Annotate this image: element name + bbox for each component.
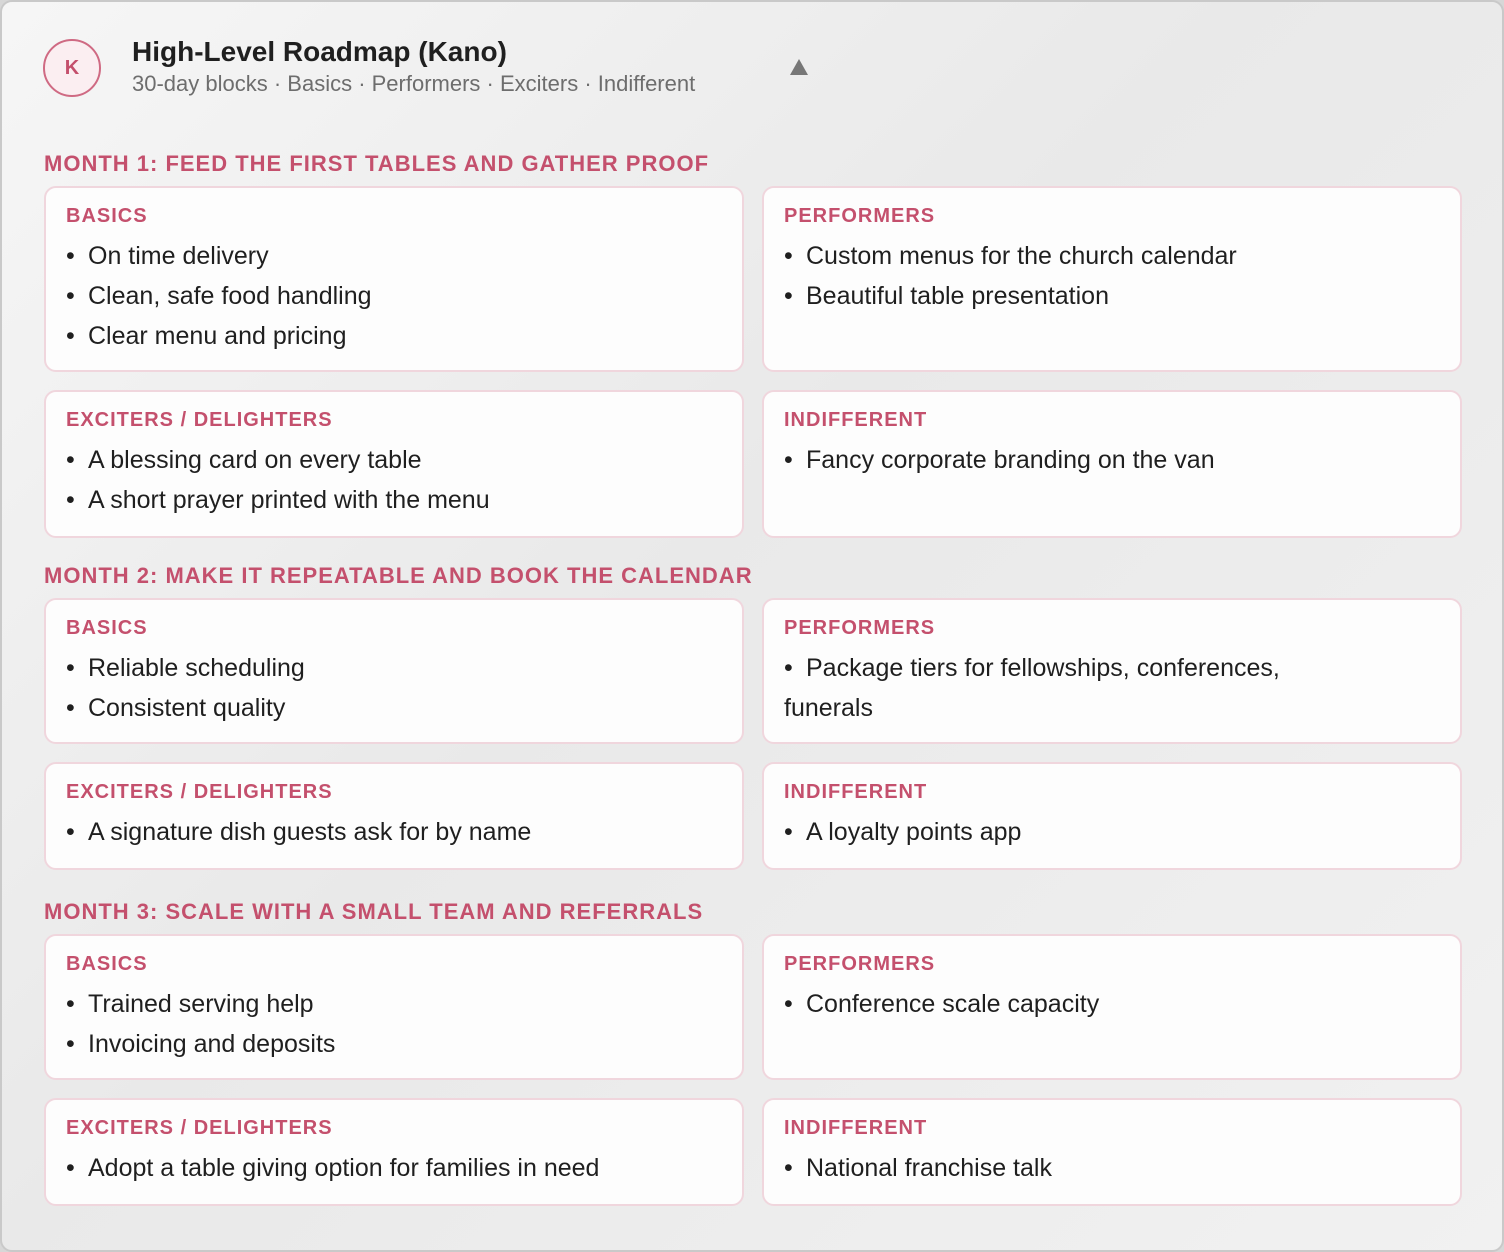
basics-card [44,934,744,1080]
card-label: PERFORMERS [784,205,936,227]
indifferent-card [762,1098,1462,1206]
card-label: BASICS [66,953,148,975]
card-list [66,440,722,520]
card-list [66,648,722,728]
bullet-icon: • [66,1030,75,1058]
card-label: EXCITERS / DELIGHTERS [66,1117,333,1139]
avatar: K [43,39,101,97]
bullet-icon: • [66,818,75,846]
basics-card [44,186,744,372]
card-list [784,440,1440,480]
basics-card [44,598,744,744]
bullet-icon: • [66,322,75,350]
card-list [784,236,1440,316]
list-item: • Custom menus for the church calendar [784,236,1440,276]
performers-card [762,186,1462,372]
page-subtitle: 30-day blocks · Basics · Performers · Exciters · Indifferent [132,71,696,96]
card-label: INDIFFERENT [784,1117,928,1139]
list-item: • Trained serving help [66,984,722,1024]
list-item: • A signature dish guests ask for by name [66,812,722,852]
month-2-section [44,560,1464,870]
bullet-icon: • [784,818,793,846]
exciters-card [44,390,744,538]
list-item: • Invoicing and deposits [66,1024,722,1064]
bullet-icon: • [66,242,75,270]
card-list [784,812,1440,852]
list-item: • Clear menu and pricing [66,316,722,356]
performers-card [762,598,1462,744]
list-item: • Consistent quality [66,688,722,728]
indifferent-card [762,762,1462,870]
card-list [66,1148,722,1188]
list-item: • Package tiers for fellowships, conferences, funerals [784,648,1440,728]
bullet-icon: • [66,990,75,1018]
card-list [784,984,1440,1024]
list-item: • Adopt a table giving option for families in need [66,1148,722,1188]
bullet-icon: • [784,990,793,1018]
card-list [66,236,722,356]
card-label: BASICS [66,205,148,227]
bullet-icon: • [784,242,793,270]
card-label: INDIFFERENT [784,781,928,803]
exciters-card [44,1098,744,1206]
list-item: • On time delivery [66,236,722,276]
kano-grid [44,598,1464,870]
list-item: • Conference scale capacity [784,984,1440,1024]
list-item: • A loyalty points app [784,812,1440,852]
kano-grid [44,186,1464,538]
caret-up-icon [790,59,808,75]
list-item: • Reliable scheduling [66,648,722,688]
card-list [784,648,1440,728]
card-list [66,984,722,1064]
bullet-icon: • [66,446,75,474]
card-list [66,812,722,852]
list-item: • A blessing card on every table [66,440,722,480]
card-label: PERFORMERS [784,617,936,639]
card-label: EXCITERS / DELIGHTERS [66,781,333,803]
section-title: MONTH 3: SCALE WITH A SMALL TEAM AND REFERRALS [44,899,704,924]
bullet-icon: • [66,1154,75,1182]
bullet-icon: • [66,282,75,310]
section-title: MONTH 2: MAKE IT REPEATABLE AND BOOK THE CALENDAR [44,563,753,588]
page-title: High-Level Roadmap (Kano) [132,36,507,67]
header [2,2,1502,122]
list-item: • A short prayer printed with the menu [66,480,722,520]
card-label: PERFORMERS [784,953,936,975]
card-label: EXCITERS / DELIGHTERS [66,409,333,431]
exciters-card [44,762,744,870]
card-list [784,1148,1440,1188]
bullet-icon: • [784,282,793,310]
bullet-icon: • [784,446,793,474]
bullet-icon: • [784,1154,793,1182]
month-1-section [44,148,1464,538]
list-item: • National franchise talk [784,1148,1440,1188]
bullet-icon: • [784,654,793,682]
indifferent-card [762,390,1462,538]
list-item: • Beautiful table presentation [784,276,1440,316]
bullet-icon: • [66,486,75,514]
bullet-icon: • [66,694,75,722]
list-item: • Clean, safe food handling [66,276,722,316]
list-item: • Fancy corporate branding on the van [784,440,1440,480]
month-3-section [44,896,1464,1206]
section-title: MONTH 1: FEED THE FIRST TABLES AND GATHER PROOF [44,151,710,176]
card-label: BASICS [66,617,148,639]
collapse-button[interactable] [786,54,812,80]
bullet-icon: • [66,654,75,682]
card-label: INDIFFERENT [784,409,928,431]
kano-grid [44,934,1464,1206]
performers-card [762,934,1462,1080]
